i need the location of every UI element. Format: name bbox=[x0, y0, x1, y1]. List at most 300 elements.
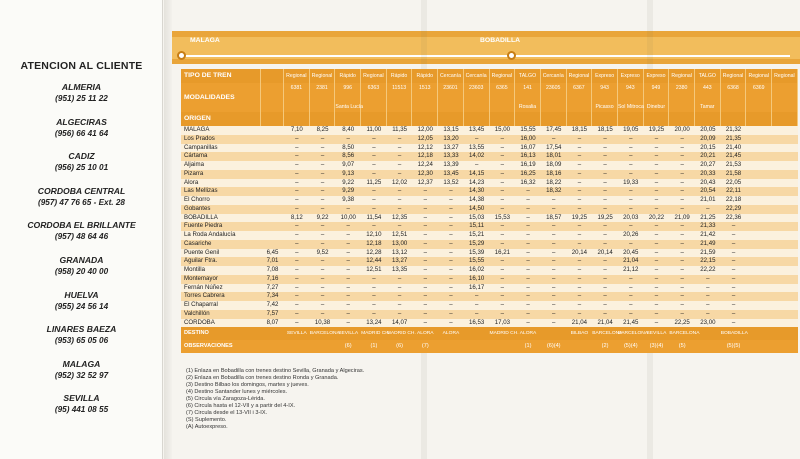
time-cell: 11,25 bbox=[366, 178, 382, 186]
destination-cell: BARCELONA bbox=[669, 331, 700, 337]
office-city: SEVILLA bbox=[63, 393, 100, 404]
modalidad-cell bbox=[746, 93, 772, 102]
train-type-row bbox=[181, 69, 798, 83]
time-cell: 9,38 bbox=[342, 196, 355, 203]
time-cell: – bbox=[680, 143, 684, 151]
time-cell bbox=[746, 301, 772, 310]
office-item bbox=[0, 186, 163, 221]
time-cell: – bbox=[346, 318, 350, 326]
time-cell: – bbox=[397, 222, 402, 230]
train-number-cell: 6369 bbox=[746, 83, 772, 93]
time-cell: – bbox=[680, 309, 684, 317]
header-spacer bbox=[541, 112, 567, 126]
time-cell bbox=[261, 240, 284, 249]
train-name-cell bbox=[772, 102, 798, 112]
time-cell: – bbox=[346, 248, 350, 256]
time-cell: – bbox=[731, 239, 736, 247]
train-type-cell: Expreso bbox=[592, 69, 618, 83]
header-spacer bbox=[181, 83, 261, 93]
time-cell: 8,56 bbox=[342, 152, 355, 160]
time-cell: – bbox=[526, 248, 530, 256]
footnotes bbox=[186, 368, 486, 431]
time-cell: 10,00 bbox=[340, 213, 356, 221]
train-type-cell: Rápido bbox=[387, 69, 413, 83]
time-cell bbox=[746, 222, 772, 231]
header-spacer bbox=[361, 112, 387, 126]
destination-cell bbox=[746, 327, 772, 340]
destination-cell: SEVILLA bbox=[338, 331, 359, 337]
station-row bbox=[181, 152, 798, 161]
train-number-cell: 141 bbox=[515, 83, 541, 93]
train-name-cell bbox=[310, 102, 336, 112]
time-cell: – bbox=[500, 239, 505, 247]
time-cell: 12,28 bbox=[366, 248, 382, 256]
time-cell: 8,50 bbox=[342, 143, 355, 151]
time-cell: – bbox=[526, 266, 530, 273]
time-cell: – bbox=[552, 134, 556, 142]
time-cell: – bbox=[397, 292, 402, 300]
time-cell: – bbox=[500, 169, 505, 177]
time-cell: – bbox=[295, 239, 299, 247]
time-cell: – bbox=[320, 152, 325, 160]
modalidad-cell bbox=[618, 93, 644, 102]
time-cell: 16,00 bbox=[520, 134, 536, 142]
train-name-cell bbox=[541, 102, 567, 112]
time-cell: – bbox=[423, 274, 427, 282]
time-cell: – bbox=[320, 143, 325, 151]
time-cell: – bbox=[629, 239, 633, 247]
office-item bbox=[0, 359, 163, 394]
time-cell: – bbox=[346, 134, 350, 142]
station-name: Los Prados bbox=[184, 134, 215, 142]
station-name: Campanillas bbox=[184, 143, 218, 151]
time-cell: 21,32 bbox=[725, 126, 742, 133]
time-cell: – bbox=[603, 274, 607, 282]
header-spacer bbox=[261, 112, 284, 126]
train-name-cell: Santa Lucía bbox=[335, 104, 364, 110]
time-cell: – bbox=[372, 161, 376, 168]
time-cell: – bbox=[680, 178, 684, 186]
time-cell bbox=[746, 319, 772, 328]
time-cell: – bbox=[706, 309, 710, 317]
modalidad-cell bbox=[490, 93, 516, 102]
modalidad-cell bbox=[438, 93, 464, 102]
time-cell: 8,07 bbox=[266, 318, 279, 326]
time-cell: – bbox=[577, 187, 582, 195]
station-name: Torres Cabrera bbox=[184, 292, 225, 300]
observations-label: OBSERVACIONES bbox=[184, 343, 233, 350]
time-cell: – bbox=[629, 161, 633, 168]
time-cell bbox=[746, 170, 772, 179]
time-cell: 20,09 bbox=[700, 134, 716, 142]
office-phone: (957) 47 76 65 - Ext. 28 bbox=[38, 197, 125, 207]
train-number-cell: 2380 bbox=[669, 83, 695, 93]
time-cell: – bbox=[397, 169, 402, 177]
time-cell: – bbox=[680, 134, 684, 142]
header-spacer bbox=[261, 69, 284, 83]
time-cell bbox=[261, 161, 284, 170]
time-cell: 13,20 bbox=[443, 134, 459, 142]
station-row bbox=[181, 214, 798, 223]
time-cell: 7,01 bbox=[266, 257, 279, 265]
train-number-cell: 996 bbox=[335, 83, 361, 93]
office-item bbox=[0, 220, 163, 255]
time-cell bbox=[261, 187, 284, 196]
train-type-cell: TALGO bbox=[695, 69, 721, 83]
header-spacer bbox=[746, 112, 772, 126]
train-number-cell: 11513 bbox=[387, 83, 413, 93]
time-cell: – bbox=[654, 134, 659, 142]
time-cell: 16,32 bbox=[520, 178, 536, 186]
time-cell: – bbox=[423, 239, 427, 247]
station-name: Montilla bbox=[184, 266, 205, 273]
time-cell bbox=[746, 310, 772, 319]
time-cell: – bbox=[552, 231, 556, 238]
time-cell: – bbox=[654, 266, 659, 273]
time-cell: – bbox=[449, 204, 453, 212]
time-cell: – bbox=[654, 292, 659, 300]
footnote: (2) Enlaza en Bobadilla con trenes destino Ronda y Granada. bbox=[186, 375, 339, 381]
time-cell: – bbox=[397, 204, 402, 212]
time-cell: – bbox=[552, 204, 556, 212]
time-cell: 15,55 bbox=[520, 126, 536, 133]
modalidades-label: MODALIDADES bbox=[181, 93, 261, 102]
time-cell: – bbox=[295, 248, 299, 256]
destination-cell: BARCELONA bbox=[309, 331, 340, 337]
time-cell: – bbox=[603, 257, 607, 265]
time-cell: – bbox=[526, 283, 530, 291]
footnote: (S) Suplemento. bbox=[186, 417, 227, 423]
time-cell: – bbox=[500, 222, 505, 230]
observation-cell: (5)(5) bbox=[726, 343, 741, 350]
station-row bbox=[181, 257, 798, 266]
time-cell bbox=[746, 135, 772, 144]
time-cell: – bbox=[474, 292, 479, 300]
station-name: Montemayor bbox=[184, 274, 218, 282]
modalidad-cell bbox=[644, 93, 670, 102]
time-cell: 12,51 bbox=[391, 231, 408, 238]
time-cell bbox=[261, 144, 284, 153]
observation-cell bbox=[746, 340, 772, 353]
time-cell: – bbox=[731, 274, 736, 282]
office-phone: (951) 25 11 22 bbox=[55, 94, 108, 103]
time-cell: – bbox=[603, 292, 607, 300]
time-cell: – bbox=[577, 266, 582, 273]
time-cell: 21,45 bbox=[725, 152, 742, 160]
time-cell: 21,04 bbox=[597, 318, 613, 326]
station-row bbox=[181, 249, 798, 258]
time-cell: – bbox=[526, 301, 530, 308]
time-cell: 17,54 bbox=[546, 143, 562, 151]
time-cell: 9,22 bbox=[316, 213, 329, 221]
route-line bbox=[182, 55, 790, 57]
time-cell: 18,16 bbox=[546, 169, 562, 177]
header-spacer bbox=[490, 112, 516, 126]
time-cell: 21,12 bbox=[623, 266, 639, 273]
time-cell bbox=[746, 179, 772, 188]
office-item bbox=[0, 324, 163, 359]
time-cell: – bbox=[397, 143, 402, 151]
time-cell: – bbox=[577, 309, 582, 317]
time-cell: – bbox=[346, 309, 350, 317]
train-name-cell bbox=[746, 102, 772, 112]
time-cell: 13,12 bbox=[391, 248, 408, 256]
office-city: ALGECIRAS bbox=[56, 116, 107, 127]
station-name: Valchillón bbox=[184, 309, 210, 317]
office-city: ALMERIA bbox=[61, 82, 102, 92]
time-cell bbox=[746, 266, 772, 275]
modalidad-cell bbox=[695, 93, 721, 102]
time-cell: – bbox=[372, 143, 376, 151]
time-cell: – bbox=[680, 231, 684, 238]
modalidades-row bbox=[181, 93, 798, 102]
time-cell: 16,53 bbox=[469, 318, 485, 326]
modalidad-cell bbox=[721, 93, 747, 102]
time-cell: 15,55 bbox=[469, 257, 485, 265]
time-cell bbox=[746, 292, 772, 301]
time-cell: – bbox=[500, 231, 505, 238]
train-name-cell: Dinebur bbox=[644, 102, 670, 112]
time-cell: 19,25 bbox=[597, 213, 613, 221]
time-cell: – bbox=[295, 283, 299, 291]
time-cell: – bbox=[320, 283, 325, 291]
time-cell: – bbox=[346, 239, 350, 247]
time-cell: – bbox=[423, 222, 427, 230]
time-cell: – bbox=[629, 143, 633, 151]
header-spacer bbox=[261, 340, 284, 353]
time-cell: 22,25 bbox=[674, 318, 690, 326]
header-spacer bbox=[261, 83, 284, 93]
time-cell: – bbox=[603, 143, 607, 151]
time-cell: – bbox=[603, 222, 607, 230]
time-cell: 15,00 bbox=[494, 126, 510, 133]
time-cell bbox=[261, 205, 284, 214]
time-cell: – bbox=[603, 283, 607, 291]
route-band bbox=[172, 31, 800, 64]
time-cell: – bbox=[552, 239, 556, 247]
time-cell: 13,15 bbox=[443, 126, 459, 133]
time-cell: 20,05 bbox=[700, 126, 716, 133]
time-cell: 21,01 bbox=[700, 196, 716, 203]
station-row bbox=[181, 187, 798, 196]
office-phone: (953) 65 05 06 bbox=[54, 336, 109, 346]
header-spacer bbox=[464, 112, 490, 126]
time-cell: – bbox=[654, 283, 659, 291]
time-cell: – bbox=[320, 292, 325, 300]
time-cell: – bbox=[397, 283, 402, 291]
station-name: Gobantes bbox=[184, 204, 211, 212]
time-cell: 8,12 bbox=[290, 213, 303, 221]
time-cell: – bbox=[577, 274, 582, 282]
time-cell: – bbox=[654, 239, 659, 247]
modalidad-cell bbox=[592, 93, 618, 102]
footnote: (1) Enlaza en Bobadilla con trenes destino Sevilla, Granada y Algeciras. bbox=[186, 368, 365, 374]
time-cell: – bbox=[654, 318, 659, 326]
time-cell: – bbox=[449, 213, 453, 221]
time-cell: – bbox=[500, 196, 505, 203]
office-item bbox=[0, 117, 163, 152]
time-cell: – bbox=[526, 213, 530, 221]
time-cell: – bbox=[449, 283, 453, 291]
time-cell: 19,33 bbox=[623, 178, 639, 186]
train-name-cell bbox=[464, 102, 490, 112]
station-row bbox=[181, 240, 798, 249]
time-cell: – bbox=[629, 187, 633, 195]
customer-service-title: ATENCION AL CLIENTE bbox=[20, 60, 143, 72]
time-cell: – bbox=[295, 161, 299, 168]
time-cell: – bbox=[706, 292, 710, 300]
train-number-cell: 949 bbox=[644, 83, 670, 93]
time-cell: – bbox=[500, 187, 505, 195]
time-cell: 20,14 bbox=[571, 248, 588, 256]
time-cell: – bbox=[397, 301, 402, 308]
train-name-cell bbox=[669, 102, 695, 112]
time-cell: – bbox=[500, 309, 505, 317]
observation-cell bbox=[284, 340, 310, 353]
time-cell: – bbox=[629, 283, 633, 291]
train-number-cell: 23601 bbox=[438, 83, 464, 93]
time-cell: – bbox=[320, 187, 325, 195]
time-cell: – bbox=[603, 134, 607, 142]
time-cell: 22,22 bbox=[700, 266, 716, 273]
time-cell: – bbox=[603, 231, 607, 238]
time-cell: – bbox=[320, 309, 325, 317]
time-cell bbox=[261, 152, 284, 161]
time-cell: – bbox=[629, 301, 633, 308]
time-cell: – bbox=[449, 266, 453, 273]
time-cell: 18,22 bbox=[546, 178, 562, 186]
time-cell: 16,21 bbox=[494, 248, 510, 256]
time-cell: – bbox=[423, 266, 427, 273]
time-cell: – bbox=[654, 152, 659, 160]
observation-cell bbox=[310, 340, 336, 353]
time-cell: – bbox=[603, 204, 607, 212]
office-item bbox=[0, 393, 163, 428]
header-spacer bbox=[310, 112, 336, 126]
observation-cell bbox=[772, 340, 798, 353]
time-cell: 13,52 bbox=[443, 178, 459, 186]
time-cell: 14,15 bbox=[469, 169, 485, 177]
station-row bbox=[181, 135, 798, 144]
modalidad-cell bbox=[335, 93, 361, 102]
time-cell: – bbox=[577, 292, 582, 300]
train-name-row bbox=[181, 102, 798, 112]
time-cell: – bbox=[500, 134, 505, 142]
origin-label: ORIGEN bbox=[181, 112, 261, 126]
time-cell: 18,09 bbox=[546, 161, 562, 168]
office-phone: (95) 441 08 55 bbox=[54, 405, 109, 415]
page-fold bbox=[164, 0, 172, 459]
time-cell: 9,22 bbox=[342, 178, 355, 186]
station-row bbox=[181, 284, 798, 293]
time-cell: – bbox=[372, 309, 376, 317]
station-name: El Chorro bbox=[184, 196, 210, 203]
header-spacer bbox=[695, 112, 721, 126]
destination-cell: ALORA bbox=[416, 331, 434, 337]
observation-cell: (1) bbox=[370, 343, 378, 350]
time-cell: 16,07 bbox=[520, 143, 536, 151]
time-cell: – bbox=[500, 266, 505, 273]
modalidad-cell bbox=[515, 93, 541, 102]
origin-header-row bbox=[181, 112, 798, 126]
time-cell: 21,33 bbox=[700, 222, 716, 230]
time-cell bbox=[261, 179, 284, 188]
time-cell: 21,53 bbox=[725, 161, 742, 168]
time-cell: – bbox=[654, 309, 659, 317]
train-number-cell: 6365 bbox=[490, 83, 516, 93]
time-cell: – bbox=[295, 274, 299, 282]
header-spacer bbox=[644, 112, 670, 126]
time-cell: 12,18 bbox=[417, 152, 433, 160]
train-type-cell: Regional bbox=[310, 69, 336, 83]
time-cell: – bbox=[603, 187, 607, 195]
modalidad-cell bbox=[387, 93, 413, 102]
time-cell: 20,45 bbox=[623, 248, 639, 256]
time-cell: – bbox=[346, 292, 350, 300]
time-cell: – bbox=[474, 134, 479, 142]
footnote: (A) Autoexpreso. bbox=[186, 424, 228, 430]
time-cell: – bbox=[577, 239, 582, 247]
time-cell: 7,10 bbox=[290, 126, 303, 133]
time-cell: – bbox=[654, 196, 659, 203]
time-cell: 19,25 bbox=[571, 213, 588, 221]
time-cell: – bbox=[680, 257, 684, 265]
time-cell: 12,37 bbox=[417, 178, 433, 186]
time-cell: – bbox=[680, 152, 684, 160]
time-cell: – bbox=[731, 231, 736, 238]
time-cell: – bbox=[577, 204, 582, 212]
time-cell: 18,32 bbox=[546, 187, 562, 195]
header-spacer bbox=[412, 112, 438, 126]
time-cell: – bbox=[654, 248, 659, 256]
time-cell: – bbox=[320, 222, 325, 230]
destination-cell bbox=[541, 327, 567, 340]
time-cell: – bbox=[423, 257, 427, 265]
time-cell: 15,39 bbox=[469, 248, 485, 256]
time-cell: – bbox=[680, 274, 684, 282]
office-list bbox=[0, 82, 163, 428]
office-city: CORDOBA EL BRILLANTE bbox=[27, 220, 136, 231]
train-name-cell bbox=[361, 102, 387, 112]
time-cell: 21,40 bbox=[725, 143, 742, 151]
time-cell: – bbox=[629, 169, 633, 177]
time-cell: – bbox=[654, 161, 659, 168]
time-cell: – bbox=[577, 283, 582, 291]
time-cell: – bbox=[500, 161, 505, 168]
time-cell: – bbox=[552, 301, 556, 308]
time-cell: 11,00 bbox=[366, 126, 382, 133]
time-cell: – bbox=[731, 257, 736, 265]
time-cell: – bbox=[706, 274, 710, 282]
train-name-cell bbox=[412, 102, 438, 112]
time-cell: – bbox=[526, 204, 530, 212]
time-cell: 20,14 bbox=[597, 248, 613, 256]
modalidad-cell bbox=[412, 93, 438, 102]
time-cell: 14,38 bbox=[469, 196, 485, 203]
time-cell: – bbox=[577, 222, 582, 230]
time-cell: 7,16 bbox=[266, 274, 279, 282]
time-cell: 7,27 bbox=[266, 283, 279, 291]
train-type-cell: Regional bbox=[746, 69, 772, 83]
station-name: Fuente Piedra bbox=[184, 222, 223, 230]
time-cell: – bbox=[552, 222, 556, 230]
train-type-cell: Rápido bbox=[335, 69, 361, 83]
time-cell: – bbox=[706, 204, 710, 212]
time-cell: – bbox=[500, 274, 505, 282]
time-cell: – bbox=[654, 301, 659, 308]
train-name-cell bbox=[284, 102, 310, 112]
footnote: (7) Circula desde el 13-VII i 3-IX. bbox=[186, 410, 268, 416]
